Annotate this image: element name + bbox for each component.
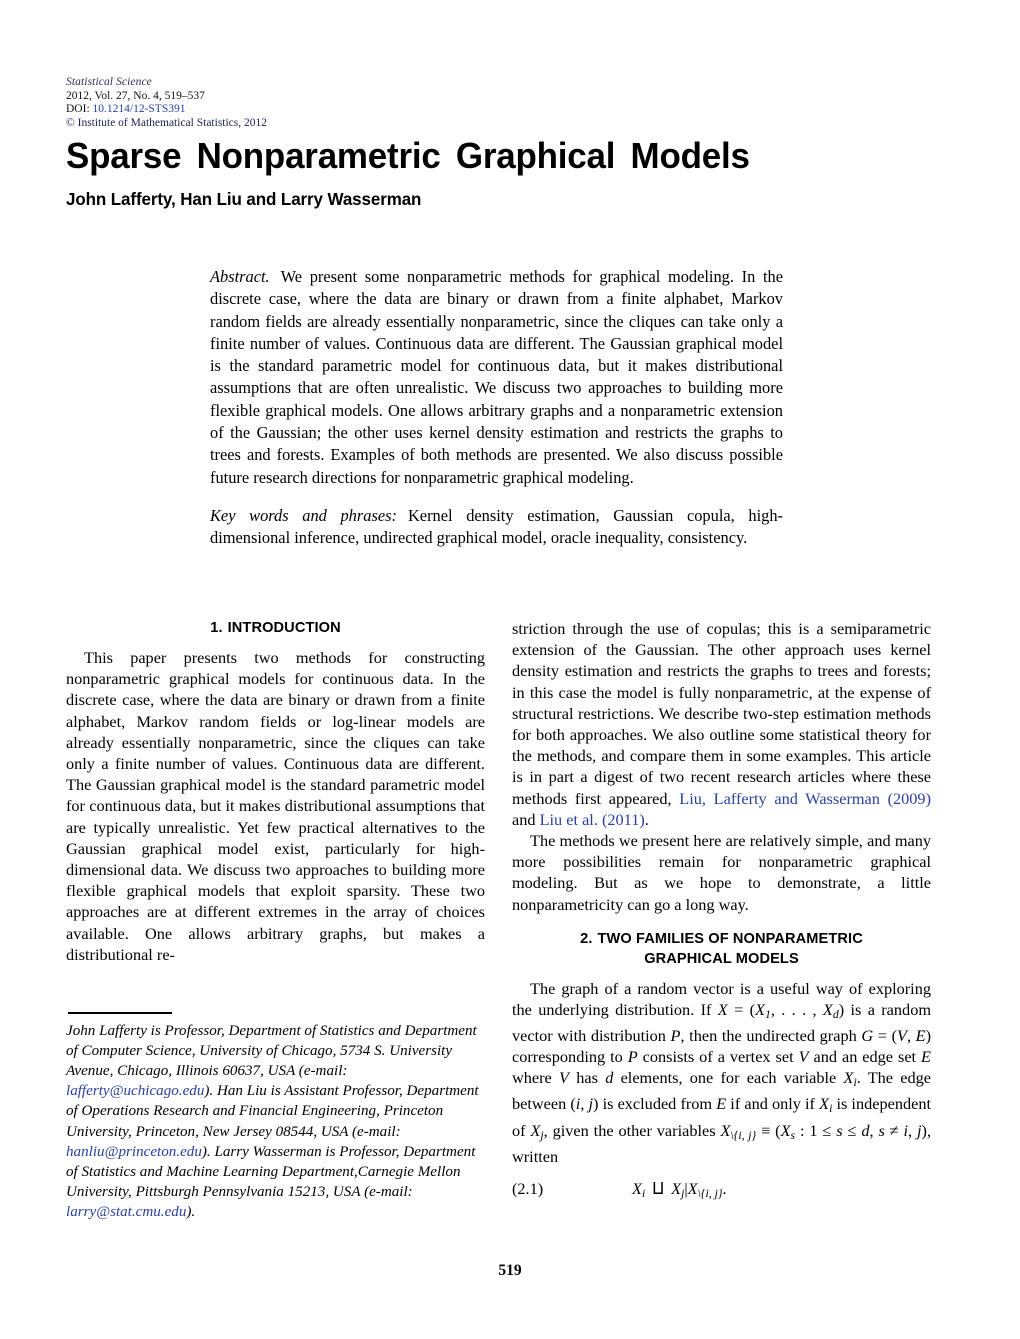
keywords-label: Key words and phrases: <box>210 505 397 525</box>
abstract-block <box>210 266 783 550</box>
author-list: John Lafferty, Han Liu and Larry Wasserman <box>66 189 422 209</box>
keywords-text: Kernel density estimation, Gaussian copula, high-dimensional inference, undirected graphical model, oracle inequality, consistency. <box>210 505 783 548</box>
section-title-line2: GRAPHICAL MODELS <box>644 950 799 967</box>
tf-text-j: . The edge between <box>512 1068 932 1114</box>
tf-text-o: , written <box>512 1120 932 1166</box>
equation-body: Xi ⨿ Xj|X\{i, j}. <box>632 1178 727 1200</box>
citation-year-2011[interactable]: (2011) <box>601 809 645 829</box>
page-number: 519 <box>498 1262 522 1279</box>
abstract-text: We present some nonparametric methods for graphical modeling. In the discrete case, where the data are binary or drawn from a finite alphabet, Markov random fields are already essentially nonparametric, since the cliques can take only a finite number of values. Continuous data are different. The Gaussian graphical model is the standard parametric model for continuous data, but it makes distributional assumptions that are often unrealistic. We discuss two approaches to building more flexible graphical models. One allows arbitrary graphs and a nonparametric extension of the Gaussian; the other uses kernel density estimation and restricts the graphs to trees and forests. Examples of both methods are presented. We also discuss possible future research directions for nonparametric graphical modeling. <box>210 267 783 487</box>
tf-text-h: has <box>568 1068 606 1088</box>
email-lafferty[interactable]: lafferty@uchicago.edu <box>66 1083 205 1100</box>
citation-join: and <box>512 809 540 829</box>
intro-paragraph-1: This paper presents two methods for constructing nonparametric graphical models for continuous data. In the discrete case, where the data are binary or drawn from a finite alphabet, Markov random fields or log-linear models are already essentially nonparametric, since the cliques can take only a finite number of values. Continuous data are different. The Gaussian graphical model is the standard parametric model for continuous data, but it makes distributional assumptions that are typically unrealistic. Yet few practical alternatives to the Gaussian graphical model exist, particularly for high-dimensional data. We discuss two approaches to building more flexible graphical models that exploit sparsity. These two approaches are at different extremes in the array of choices available. One allows arbitrary graphs, but makes a distributional re- <box>66 648 485 964</box>
citation-liu-lafferty-wasserman[interactable]: Liu, Lafferty and Wasserman <box>679 788 880 808</box>
tf-text-b: is a random vector with distribution <box>512 1000 931 1046</box>
tf-text-g: where <box>512 1068 560 1088</box>
section-number: 1. <box>210 620 223 636</box>
column-right <box>512 618 931 1205</box>
footnote-text-1: John Lafferty is Professor, Department of Statistics and Department of Computer Science, University of Chicago, 5734 S. University Avenue, Chicago, Illinois 60637, USA (e-mail: <box>66 1022 477 1079</box>
two-families-paragraph: The graph of a random vector is a useful way of exploring the underlying distribution. If X = (X1, . . . , Xd) is a random vector with distribution P, then the undirected graph G = (V, E) corresponding to P consists of a vertex set V and an edge set E where V has d elements, one for each variable Xi. The edge between (i, j) is excluded from E if and only if Xi is independent of Xj, given the other variables X\{i, j} ≡ (Xs : 1 ≤ s ≤ d, s ≠ i, j), written <box>512 978 932 1166</box>
footnote-text-2: ). Han Liu is Assistant Professor, Department of Operations Research and Financial Engineering, Princeton University, Princeton, New Jersey 08544, USA (e-mail: <box>66 1083 479 1140</box>
citation-year-2009[interactable]: (2009) <box>887 788 931 808</box>
page-title: Sparse Nonparametric Graphical Models <box>66 135 750 176</box>
tf-text-c: , then the undirected graph <box>680 1026 862 1046</box>
section-heading-introduction <box>66 618 485 638</box>
equation-2-1 <box>512 1179 931 1205</box>
intro-continued-text: striction through the use of copulas; this is a semiparametric extension of the Gaussian. The other approach uses kernel density estimation and restricts the graphs to trees and forests; in this case the model is fully nonparametric, at the expense of structural restrictions. We describe two-step estimation methods for both approaches. We also outline some statistical theory for the methods, and compare them in some examples. This article is in part a digest of two recent research articles where these methods first appeared, <box>512 619 931 808</box>
footnote-rule <box>68 1012 172 1014</box>
tf-text-f: and an edge set <box>808 1047 922 1067</box>
section-number-2: 2. <box>580 930 593 947</box>
section-title-line1: TWO FAMILIES OF NONPARAMETRIC <box>597 930 863 947</box>
footnote-text-3: ). Larry Wasserman is Professor, Department of Statistics and Machine Learning Department,Carnegie Mellon University, Pittsburgh Pennsylvania 15213, USA (e-mail: <box>66 1143 476 1201</box>
doi-line <box>66 103 586 117</box>
citation-end-punct: . <box>644 809 649 829</box>
tf-text-d: corresponding to <box>512 1047 628 1067</box>
issue-info: 2012, Vol. 27, No. 4, 519–537 <box>66 89 205 102</box>
abstract-paragraph <box>210 266 783 489</box>
equation-tag: (2.1) <box>512 1178 544 1198</box>
tf-text-l: if and only if <box>726 1094 820 1114</box>
tf-text-i: elements, one for each variable <box>613 1068 844 1088</box>
doi-link[interactable]: 10.1214/12-STS391 <box>92 103 186 116</box>
copyright-line: © Institute of Mathematical Statistics, 2012 <box>66 116 268 129</box>
tf-text-e: consists of a vertex set <box>637 1047 799 1067</box>
tf-text-n: , given the other variables <box>543 1120 721 1140</box>
email-larry[interactable]: larry@stat.cmu.edu <box>66 1204 187 1221</box>
journal-name: Statistical Science <box>66 76 152 88</box>
section-heading-two-families <box>512 929 931 969</box>
intro-paragraph-1-continued <box>512 618 931 830</box>
tf-text-a: The graph of a random vector is a useful way of exploring the underlying distribution. If <box>512 978 931 1020</box>
intro-paragraph-2: The methods we present here are relatively simple, and many more possibilities remain for nonparametric graphical modeling. But as we hope to demonstrate, a little nonparametricity can go a long way. <box>512 831 931 914</box>
footnote-text-4: ). <box>186 1204 196 1221</box>
section-title: INTRODUCTION <box>227 620 341 636</box>
doi-label: DOI: <box>66 103 90 116</box>
citation-liu-et-al[interactable]: Liu et al. <box>539 809 598 829</box>
footnote-block <box>66 1012 485 1223</box>
abstract-label: Abstract. <box>210 267 270 286</box>
keywords-paragraph <box>210 505 783 550</box>
column-left <box>66 618 485 965</box>
tf-text-k: is excluded from <box>598 1094 717 1114</box>
tf-text-m: is independent of <box>512 1094 931 1140</box>
email-hanliu[interactable]: hanliu@princeton.edu <box>66 1143 202 1160</box>
footnote-affiliations <box>66 1021 485 1223</box>
masthead <box>66 76 586 130</box>
